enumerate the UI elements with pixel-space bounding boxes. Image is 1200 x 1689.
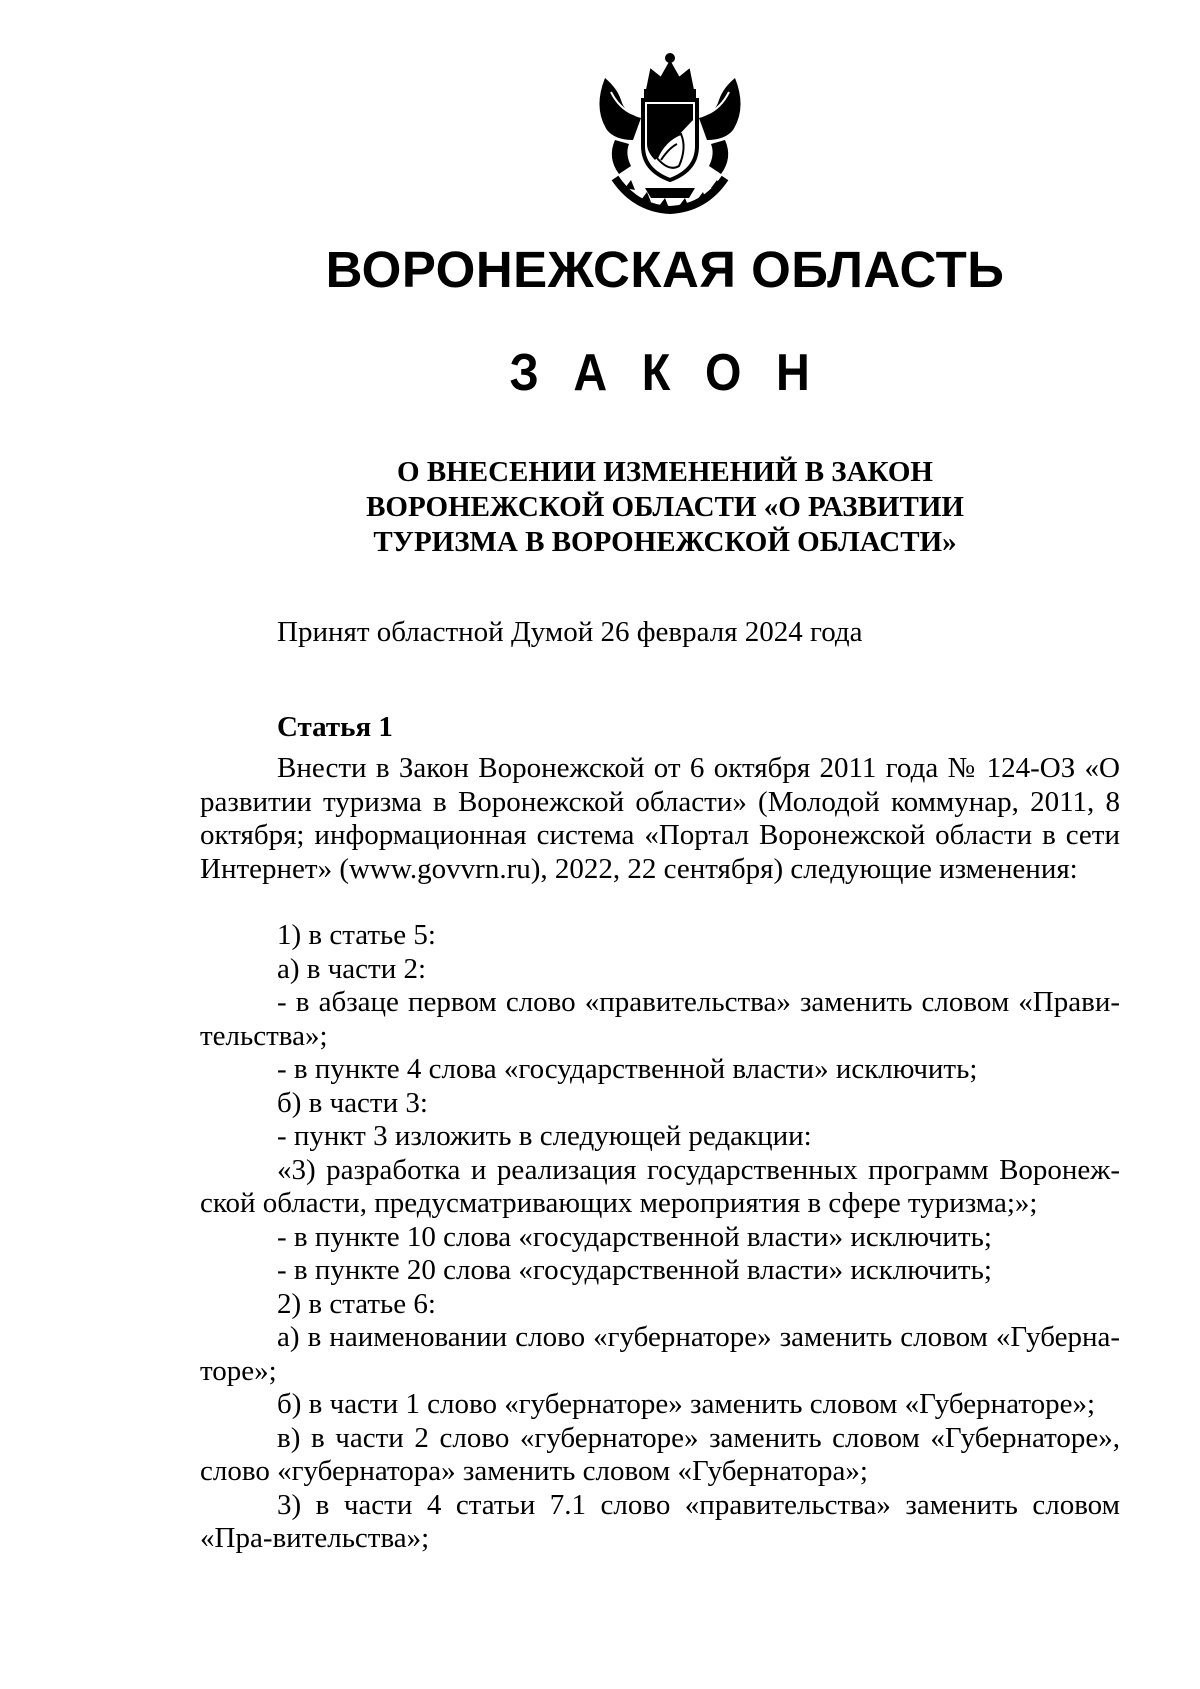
article-paragraph: 3) в части 4 статьи 7.1 слово «правительства» заменить словом «Пра-вительства»; <box>200 1488 1120 1554</box>
article-paragraph: а) в части 2: <box>277 952 427 985</box>
article-paragraph: - в пункте 20 слова «государственной власти» исключить; <box>277 1254 992 1286</box>
document-type: З А К О Н <box>509 344 821 402</box>
law-title <box>300 455 1030 560</box>
article-paragraph: - в пункте 10 слова «государственной власти» исключить; <box>277 1220 992 1253</box>
article-paragraph: а) в наименовании слово «губернаторе» заменить словом «Губерна-торе»; <box>200 1321 1120 1387</box>
law-title-line: О ВНЕСЕНИИ ИЗМЕНЕНИЙ В ЗАКОН <box>397 456 933 488</box>
adoption-note: Принят областной Думой 26 февраля 2024 года <box>277 616 863 648</box>
article-paragraph: 1) в статье 5: <box>277 919 436 951</box>
article-paragraph: - в пункте 4 слова «государственной власти» исключить; <box>277 1053 978 1085</box>
article-heading: Статья 1 <box>277 711 393 743</box>
article-paragraph: «3) разработка и реализация государственных программ Воронеж-ской области, предусматривающих мероприятия в сфере туризма;»; <box>200 1153 1120 1219</box>
article-body <box>200 752 1120 1556</box>
region-title: ВОРОНЕЖСКАЯ ОБЛАСТЬ <box>325 241 1005 298</box>
article-paragraph: - пункт 3 изложить в следующей редакции: <box>277 1120 812 1152</box>
law-title-line: ТУРИЗМА В ВОРОНЕЖСКОЙ ОБЛАСТИ» <box>373 526 957 558</box>
article-paragraph: - в абзаце первом слово «правительства» заменить словом «Прави-тельства»; <box>200 986 1120 1052</box>
article-paragraph: Внести в Закон Воронежской от 6 октября 2011 года № 124-ОЗ «О развитии туризма в Воронежской области» (Молодой коммунар, 2011, 8 октября; информационная система «Портал Воронежской области в сети Интернет» (www.govvrn.ru), 2022, 22 сентября) следующие изменения: <box>200 752 1120 885</box>
article-paragraph: б) в части 1 слово «губернаторе» заменить словом «Губернаторе»; <box>277 1388 1096 1420</box>
article-paragraph: 2) в статье 6: <box>277 1287 436 1320</box>
article-paragraph: в) в части 2 слово «губернаторе» заменить словом «Губернаторе», слово «губернатора» заменить словом «Губернатора»; <box>200 1421 1120 1487</box>
coat-of-arms-icon <box>585 48 755 218</box>
article-paragraph: б) в части 3: <box>277 1086 428 1119</box>
law-title-line: ВОРОНЕЖСКОЙ ОБЛАСТИ «О РАЗВИТИИ <box>366 491 964 523</box>
